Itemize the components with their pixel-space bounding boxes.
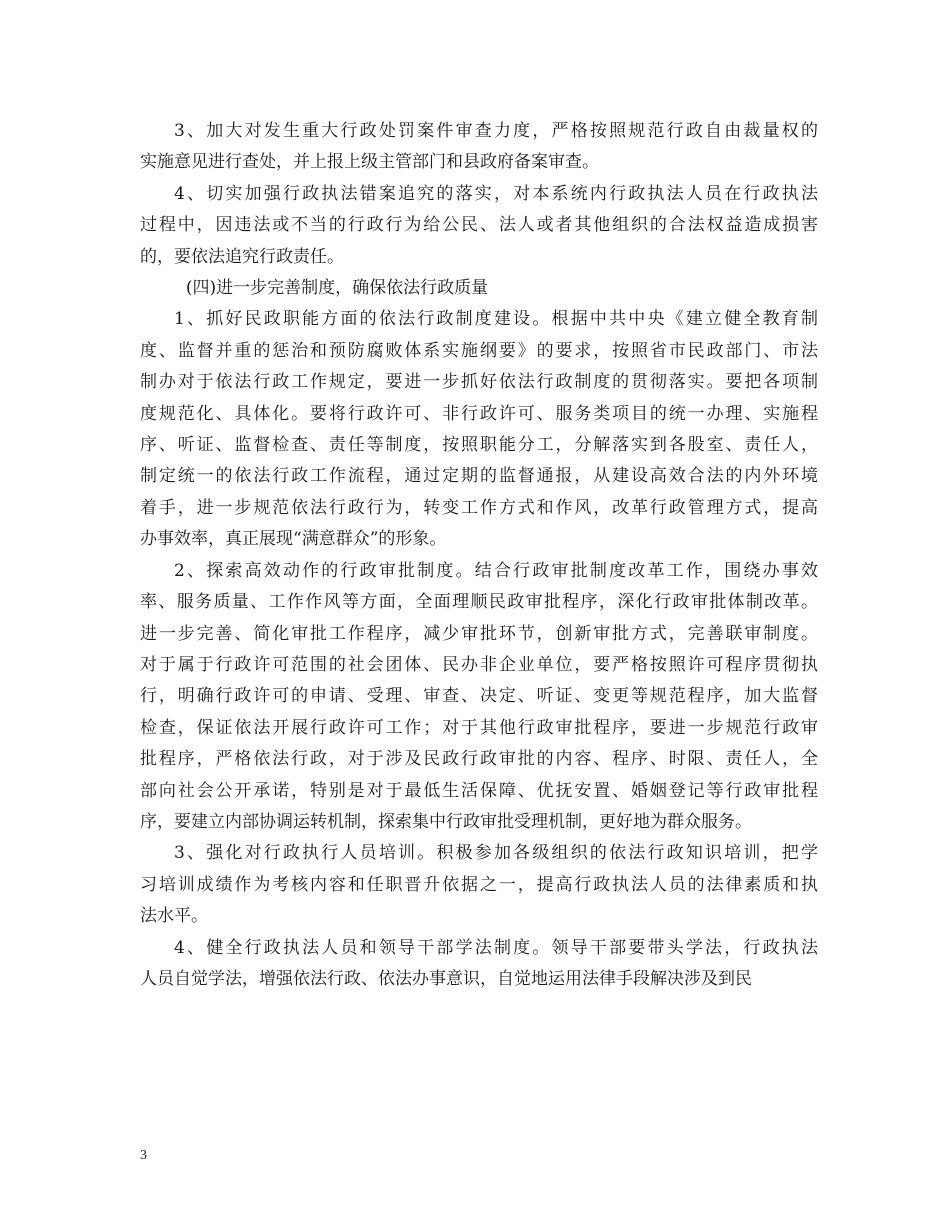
text-line: 4、健全行政执法人员和领导干部学法制度。领导干部要带头学法，行政执法 [174,937,818,958]
text-line: 度、监督并重的惩治和预防腐败体系实施纲要》的要求，按照省市民政部门、市法 [140,340,818,361]
text-line: 习培训成绩作为考核内容和任职晋升依据之一，提高行政执法人员的法律素质和执 [140,874,818,895]
section-heading [140,273,818,304]
text-line: 着手，进一步规范依法行政行为，转变工作方式和作风，改革行政管理方式，提高 [140,497,818,518]
text-line: (四)进一步完善制度，确保依法行政质量 [185,278,489,299]
text-line: 行，明确行政许可的申请、受理、审查、决定、听证、变更等规范程序，加大监督 [140,686,818,707]
text-line: 4、切实加强行政执法错案追究的落实，对本系统内行政执法人员在行政执法 [174,183,818,204]
text-line: 1、抓好民政职能方面的依法行政制度建设。根据中共中央《建立健全教育制 [174,309,818,330]
paragraph [140,116,818,179]
text-line: 进一步完善、简化审批工作程序，减少审批环节，创新审批方式，完善联审制度。 [140,623,818,644]
text-line: 部向社会公开承诺，特别是对于最低生活保障、优抚安置、婚姻登记等行政审批程 [140,780,818,801]
text-line: 率、服务质量、工作作风等方面，全面理顺民政审批程序，深化行政审批体制改革。 [140,592,818,613]
text-line: 办事效率，真正展现“满意群众”的形象。 [140,529,447,550]
text-line: 对于属于行政许可范围的社会团体、民办非企业单位，要严格按照许可程序贯彻执 [140,654,818,675]
paragraph [140,556,818,839]
text-line: 3、强化对行政执行人员培训。积极参加各级组织的依法行政知识培训，把学 [174,843,818,864]
text-line: 实施意见进行查处，并上报上级主管部门和县政府备案审查。 [140,152,599,173]
text-line: 制办对于依法行政工作规定，要进一步抓好依法行政制度的贯彻落实。要把各项制 [140,372,818,393]
text-line: 序，要建立内部协调运转机制，探索集中行政审批受理机制，更好地为群众服务。 [140,811,752,832]
text-line: 度规范化、具体化。要将行政许可、非行政许可、服务类项目的统一办理、实施程 [140,403,818,424]
text-line: 制定统一的依法行政工作流程，通过定期的监督通报，从建设高效合法的内外环境 [140,466,818,487]
text-line: 法水平。 [140,906,208,927]
text-line: 人员自觉学法，增强依法行政、依法办事意识，自觉地运用法律手段解决涉及到民 [140,968,752,989]
text-line: 检查，保证依法开展行政许可工作；对于其他行政审批程序，要进一步规范行政审 [140,717,818,738]
text-line: 序、听证、监督检查、责任等制度，按照职能分工，分解落实到各股室、责任人， [140,435,818,456]
paragraph [140,933,818,996]
text-line: 过程中，因违法或不当的行政行为给公民、法人或者其他组织的合法权益造成损害 [140,215,818,236]
text-line: 的，要依法追究行政责任。 [140,246,344,267]
text-line: 批程序，严格依法行政，对于涉及民政行政审批的内容、程序、时限、责任人，全 [140,749,818,770]
paragraph [140,304,818,555]
text-line: 2、探索高效动作的行政审批制度。结合行政审批制度改革工作，围绕办事效 [174,560,818,581]
document-body [140,116,818,995]
page-number: 3 [140,1148,147,1163]
paragraph [140,838,818,932]
text-line: 3、加大对发生重大行政处罚案件审查力度，严格按照规范行政自由裁量权的 [174,121,818,141]
paragraph [140,179,818,273]
